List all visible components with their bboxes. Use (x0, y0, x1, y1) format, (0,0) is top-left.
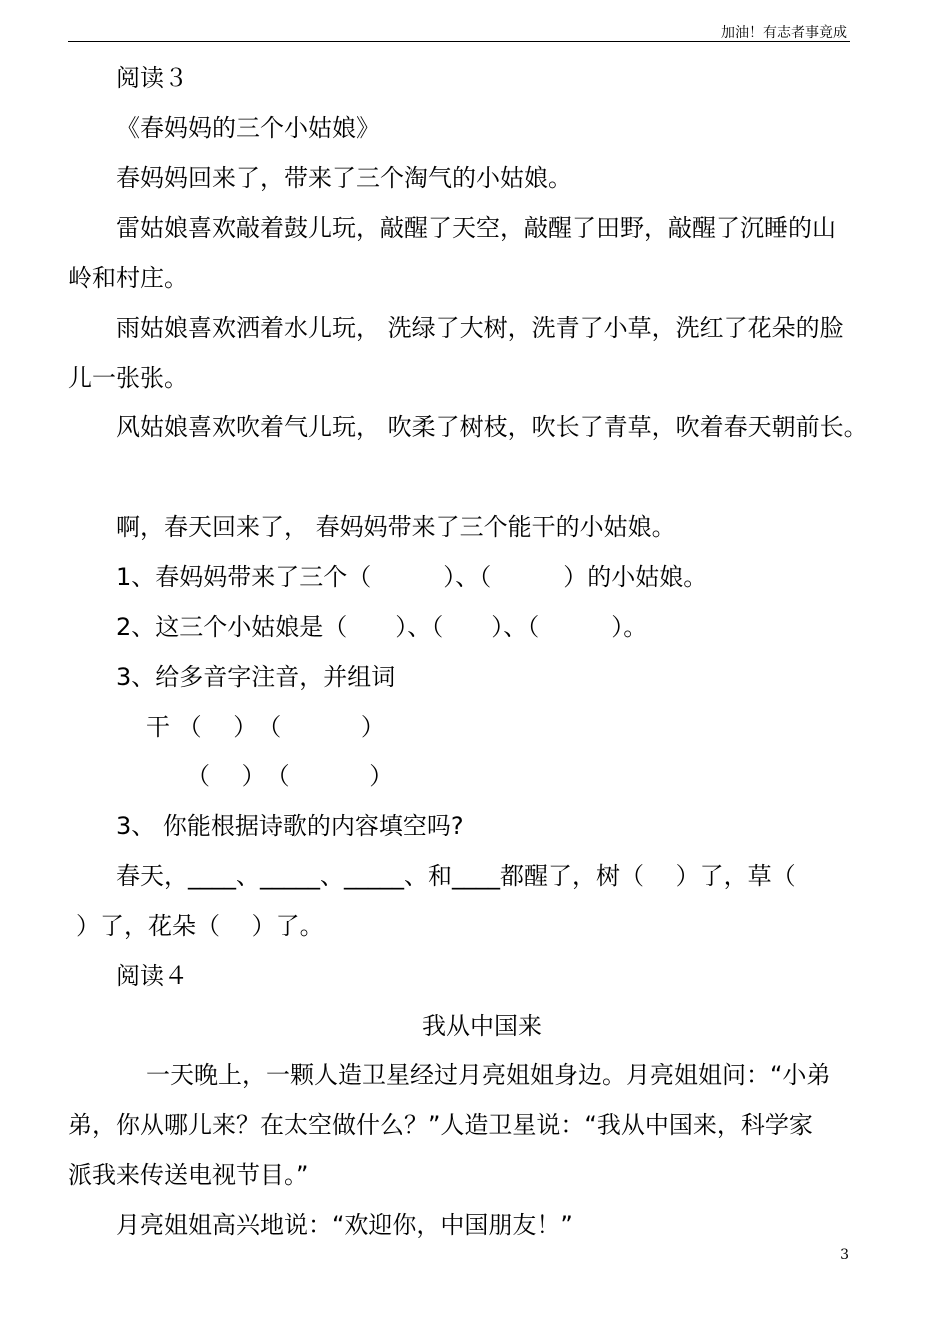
paragraph: 雷姑娘喜欢敲着鼓儿玩，敲醒了天空，敲醒了田野，敲醒了沉睡的山 (116, 214, 836, 242)
reading3-title: 《春妈妈的三个小姑娘》 (116, 114, 380, 142)
paragraph-continuation: 儿一张张。 (68, 364, 188, 392)
header-divider (68, 41, 850, 42)
question-1: 1、春妈妈带来了三个（ ）、（ ）的小姑娘。 (116, 563, 708, 591)
question-3: 3、给多音字注音，并组词 (116, 663, 396, 691)
paragraph-continuation: 岭和村庄。 (68, 264, 188, 292)
paragraph: 雨姑娘喜欢洒着水儿玩， 洗绿了大树，洗青了小草，洗红了花朵的脸 (116, 314, 844, 342)
paragraph: 风姑娘喜欢吹着气儿玩， 吹柔了树枝，吹长了青草，吹着春天朝前长。 (116, 413, 868, 441)
paragraph: 一天晚上，一颗人造卫星经过月亮姐姐身边。月亮姐姐问：“小弟 (146, 1061, 831, 1089)
fill-in-line: 春天，____、_____、_____、和____都醒了，树（ ）了，草（ (116, 862, 796, 890)
reading3-label: 阅读３ (116, 64, 188, 92)
reading4-title: 我从中国来 (422, 1012, 542, 1040)
paragraph-continuation: 弟，你从哪儿来？在太空做什么？”人造卫星说：“我从中国来，科学家 (68, 1111, 813, 1139)
reading4-label: 阅读４ (116, 962, 188, 990)
polyphone-row-1: 干 （ ） （ ） (146, 713, 385, 741)
paragraph: 月亮姐姐高兴地说：“欢迎你，中国朋友！” (116, 1211, 573, 1239)
paragraph: 春妈妈回来了，带来了三个淘气的小姑娘。 (116, 164, 572, 192)
page-header: 加油！有志者事竟成 (721, 25, 847, 41)
fill-in-line-continuation: ）了，花朵（ ）了。 (76, 912, 324, 940)
polyphone-row-2: （ ） （ ） (186, 762, 394, 790)
question-2: 2、这三个小姑娘是（ ）、（ ）、（ ）。 (116, 613, 648, 641)
paragraph: 啊，春天回来了， 春妈妈带来了三个能干的小姑娘。 (116, 513, 676, 541)
page-number: 3 (840, 1247, 849, 1263)
paragraph-continuation: 派我来传送电视节目。” (68, 1161, 309, 1189)
question-4: 3、 你能根据诗歌的内容填空吗? (116, 812, 464, 840)
